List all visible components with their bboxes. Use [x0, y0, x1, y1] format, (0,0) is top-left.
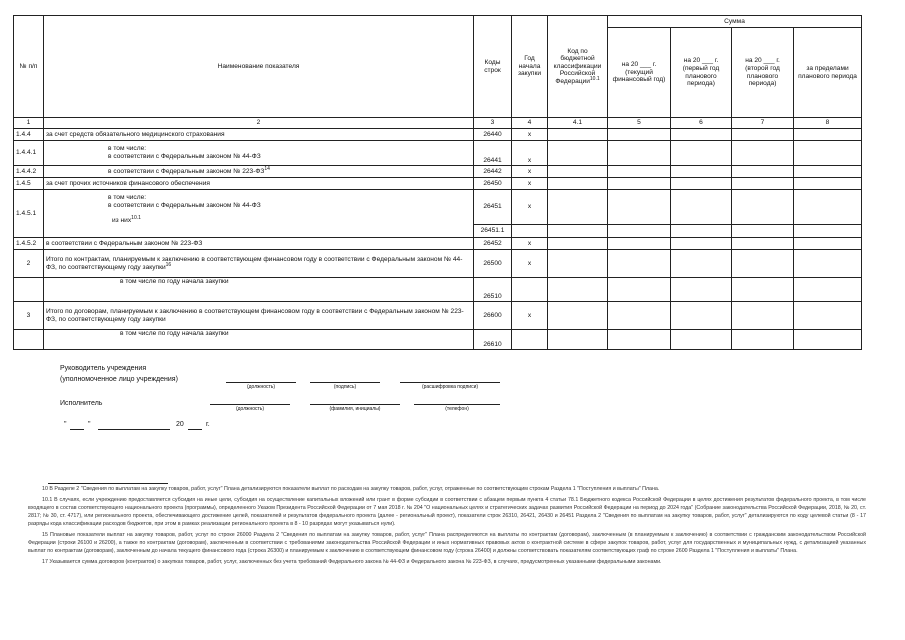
row-name: в соответствии с Федеральным законом № 223-ФЗ$^{14}$: [44, 166, 474, 178]
row-year: x: [512, 129, 548, 141]
row-num: 3: [14, 302, 44, 330]
executor-fio-line[interactable]: [310, 404, 400, 405]
row-name: в том числе: в соответствии с Федеральным законом № 44-ФЗ: [44, 141, 474, 166]
table-row: [14, 190, 862, 238]
date-quote-open: ": [64, 421, 67, 428]
table-row: [14, 141, 862, 166]
row-name: в том числе по году начала закупки: [44, 330, 474, 350]
row-code: 26440: [474, 129, 512, 141]
head-signature-line[interactable]: [310, 382, 380, 383]
row-year: x: [512, 178, 548, 190]
header-name: Наименование показателя: [44, 16, 474, 118]
footnote-15: 15 Плановые показатели выплат на закупку товаров, работ, услуг по строке 26000 Раздела 2 "Сведения по выплатам на закупку товаров, работ, услуг" Плана распределяются на выплаты по контрактам (договорам), заключенным (в планируемым к заключению) в соответствии с гражданским законодательством Российской Федерации (строки 26100 и 26200), а также по контрактам (договорам), заключенным в соответствии с требованиями законодательства Российской Федерации и иных нормативных правовых актов о контрактной системе в сфере закупок товаров, работ, услуг для государственных и муниципальных нужд, с детализацией указанных выплат по контрактам (договорам), заключенным до начала текущего финансового года (строка 26300) и планируемым к заключению в соответствующем финансовом году (строка 26400) и должны соответствовать показателям соответствующих граф по строке 2600 Раздела 1 "Поступления и выплаты" Плана.: [28, 531, 866, 554]
footnote-17: 17 Указывается сумма договоров (контрактов) о закупках товаров, работ, услуг, заключенных без учета требований Федерального закона № 44-ФЗ и Федерального закона № 223-ФЗ, в случаях, предусмотренных указанными федеральными законами.: [42, 558, 662, 565]
row-num: 1.4.5.2: [14, 238, 44, 250]
row-num: 1.4.5: [14, 178, 44, 190]
date-month-line[interactable]: [98, 429, 170, 430]
date-year: 20: [176, 421, 184, 428]
table-row: [14, 330, 862, 350]
row-year: x: [512, 166, 548, 178]
caption-signature: (подпись): [333, 384, 357, 390]
row-code: 26600: [474, 302, 512, 330]
caption-phone: (телефон): [445, 406, 469, 412]
caption-decode: (расшифровка подписи): [421, 384, 479, 390]
head-decode-line[interactable]: [400, 382, 500, 383]
table-row: [14, 302, 862, 330]
header-col-current: на 20 ___ г. (текущий финансовый год): [608, 28, 671, 118]
row-num: 1.4.5.1: [14, 190, 44, 238]
row-year: x: [512, 141, 548, 166]
colnum-1: 1: [14, 118, 44, 129]
row-year: x: [512, 302, 548, 330]
footnote-10: 10 В Разделе 2 "Сведения по выплатам на закупку товаров, работ, услуг" Плана детализируются показатели выплат по расходам на закупку товаров, работ, услуг, отраженные по соответствующим строкам Раздела 1 "Поступления и выплаты" Плана.: [42, 486, 660, 492]
row-name: в том числе по году начала закупки: [44, 278, 474, 302]
row-name: в соответствии с Федеральным законом № 223-ФЗ: [44, 238, 474, 250]
row-year: x: [512, 190, 548, 238]
caption-position: (должность): [246, 384, 276, 390]
row-code: 26451 26451.1: [474, 190, 512, 238]
row-code: 26450: [474, 178, 512, 190]
header-col-first: на 20 ___ г. (первый год планового периода): [671, 28, 732, 118]
row-num: 1.4.4: [14, 129, 44, 141]
date-quote-close: ": [88, 421, 91, 428]
table-row: [14, 178, 862, 190]
table-row: [14, 250, 862, 278]
row-subcode: 26451.1: [480, 227, 505, 234]
colnum-2: 2: [44, 118, 474, 129]
colnum-4: 4: [512, 118, 548, 129]
executor-phone-line[interactable]: [414, 404, 500, 405]
date-suffix: г.: [206, 421, 210, 428]
table-row: [14, 238, 862, 250]
colnum-3: 3: [474, 118, 512, 129]
executor-position-line[interactable]: [210, 404, 290, 405]
table-row: [14, 166, 862, 178]
header-year: Год начала закупки: [512, 16, 548, 118]
row-name: за счет прочих источников финансового обеспечения: [44, 178, 474, 190]
header-kbk: Код по бюджетной классификации Российской Федерации$^{10.1}$: [548, 16, 608, 118]
table-row: [14, 278, 862, 302]
row-name: Итого по контрактам, планируемым к заключению в соответствующем финансовом году в соответствии с Федеральным законом № 44-ФЗ, по соответствующему году закупки$^{16}$: [44, 250, 474, 278]
row-num: 2: [14, 250, 44, 278]
colnum-7: 7: [732, 118, 794, 129]
row-subname: из них: [112, 217, 132, 225]
colnum-8: 8: [794, 118, 862, 129]
footnotes: [28, 486, 866, 569]
caption-fio: (фамилия, инициалы): [329, 406, 381, 412]
row-year: x: [512, 238, 548, 250]
header-codes: Коды строк: [474, 16, 512, 118]
header-col-beyond: за пределами планового периода: [794, 28, 862, 118]
date-year-line[interactable]: [188, 429, 202, 430]
row-name: Итого по договорам, планируемым к заключению в соответствующем финансовом году в соответствии с Федеральным законом № 223-ФЗ, по соответствующему году закупки: [44, 302, 474, 330]
date-day-line[interactable]: [70, 429, 84, 430]
row-code: 26500: [474, 250, 512, 278]
head-label: Руководитель учреждения: [60, 365, 147, 372]
procurement-table: [13, 15, 862, 350]
row-year: x: [512, 250, 548, 278]
row-code: 26610: [474, 330, 512, 350]
footnote-divider: [48, 483, 168, 484]
head-position-line[interactable]: [226, 382, 296, 383]
row-num: 1.4.4.2: [14, 166, 44, 178]
footnote-10-1: 10.1 В случаях, если учреждению предоставляется субсидия на иные цели, субсидия на осуществление капитальных вложений или грант в форме субсидии в соответствии с абзацем первым пункта 4 статьи 78.1 Бюджетного кодекса Российской Федерации в целях достижения результатов федерального проекта, в том числе входящего в состав соответствующего национального проекта (программы), определенного Указом Президента Российской Федерации от 7 мая 2018 г. № 204 "О национальных целях и стратегических задачах развития Российской Федерации на период до 2024 года" (Собрание законодательства Российской Федерации, 2018, № 20, ст. 2817; № 30, ст. 4717), или регионального проекта, обеспечивающего достижение целей, показателей и результатов федерального проекта (далее - региональный проект), показатели строк 26310, 26421, 26430 и 26451 Раздела 2 "Сведения по выплатам на закупку товаров, работ, услуг" детализируются по коду целевой статьи (8 - 17 разряды кода классификации расходов бюджетов, при этом в рамках реализации регионального проекта в 8 - 10 разрядах могут указываться нули).: [28, 496, 866, 527]
row-num: 1.4.4.1: [14, 141, 44, 166]
executor-label: Исполнитель: [60, 400, 103, 407]
header-sum: Сумма: [608, 16, 862, 28]
head-sublabel: (уполномоченное лицо учреждения): [60, 376, 178, 383]
header-num: № п/п: [14, 16, 44, 118]
row-code: 26510: [474, 278, 512, 302]
colnum-4-1: 4.1: [548, 118, 608, 129]
row-code: 26452: [474, 238, 512, 250]
colnum-5: 5: [608, 118, 671, 129]
table-row: [14, 129, 862, 141]
header-col-second: на 20 ___ г. (второй год планового периода): [732, 28, 794, 118]
row-code: 26442: [474, 166, 512, 178]
row-code: 26441: [474, 141, 512, 166]
row-name: в том числе: в соответствии с Федеральным законом № 44-ФЗ из них$^{10.1}$: [44, 190, 474, 238]
caption-position-2: (должность): [235, 406, 265, 412]
colnum-6: 6: [671, 118, 732, 129]
row-name: за счет средств обязательного медицинского страхования: [44, 129, 474, 141]
